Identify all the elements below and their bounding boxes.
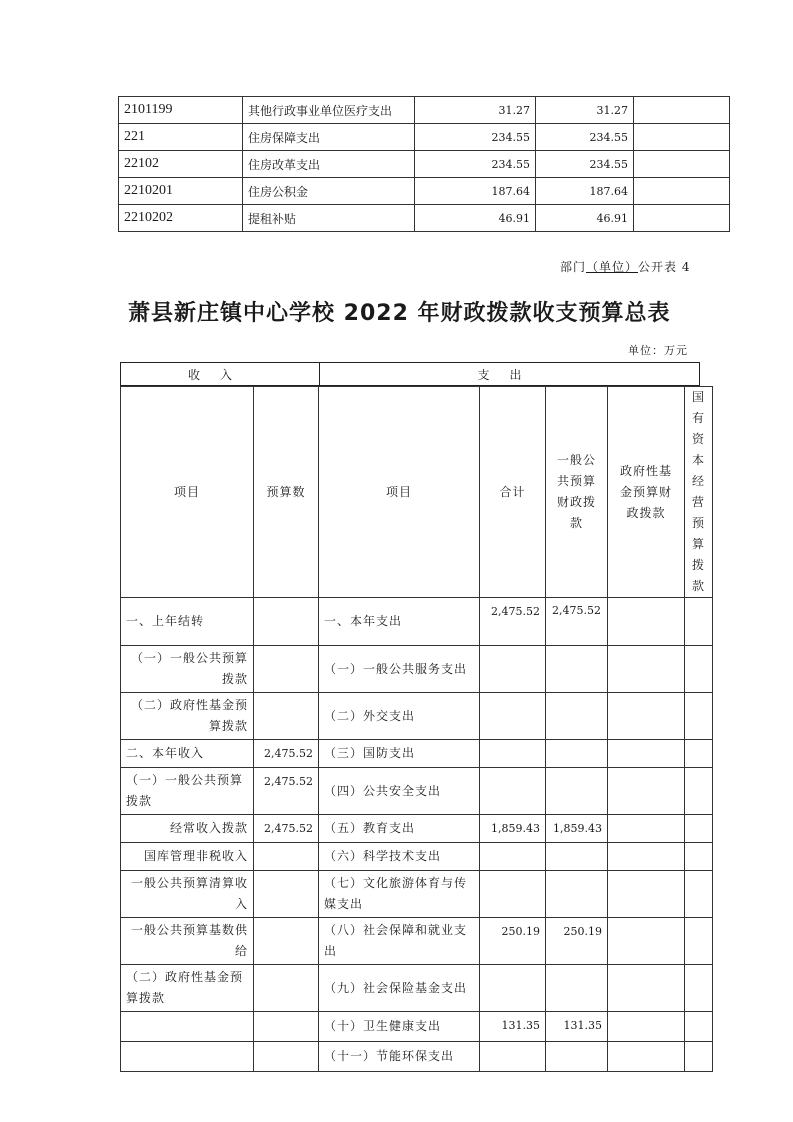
expense-total bbox=[480, 871, 546, 918]
expense-total: 131.35 bbox=[480, 1012, 546, 1042]
expense-state-capital bbox=[685, 740, 713, 768]
table-row bbox=[119, 178, 730, 205]
table-row bbox=[121, 646, 713, 693]
expense-general-budget bbox=[546, 693, 608, 740]
expense-gov-fund bbox=[608, 843, 685, 871]
expense-item: （五）教育支出 bbox=[319, 815, 480, 843]
other-value bbox=[634, 124, 730, 151]
income-budget bbox=[254, 871, 319, 918]
table-row bbox=[119, 97, 730, 124]
expense-item: 一、本年支出 bbox=[319, 598, 480, 646]
income-item bbox=[121, 1042, 254, 1072]
col-header-income-item: 项目 bbox=[121, 387, 254, 598]
expense-item: （八）社会保障和就业支出 bbox=[319, 918, 480, 965]
expense-general-budget bbox=[546, 646, 608, 693]
col-header-general-budget: 一般公共预算财政拨款 bbox=[546, 387, 608, 598]
item-name: 住房保障支出 bbox=[243, 124, 415, 151]
income-budget: 2,475.52 bbox=[254, 815, 319, 843]
page-title: 萧县新庄镇中心学校 2022 年财政拨款收支预算总表 bbox=[128, 301, 671, 326]
table-row bbox=[121, 918, 713, 965]
expense-state-capital bbox=[685, 815, 713, 843]
table-row bbox=[121, 843, 713, 871]
form-label-suffix: 公开表 4 bbox=[638, 260, 691, 274]
total-value: 234.55 bbox=[415, 124, 536, 151]
expense-item: （七）文化旅游体育与传媒支出 bbox=[319, 871, 480, 918]
income-budget: 2,475.52 bbox=[254, 740, 319, 768]
expense-item: （十一）节能环保支出 bbox=[319, 1042, 480, 1072]
expense-gov-fund bbox=[608, 1042, 685, 1072]
expense-state-capital bbox=[685, 646, 713, 693]
item-name: 住房改革支出 bbox=[243, 151, 415, 178]
income-group-header: 收入 bbox=[121, 363, 320, 385]
expense-item: （六）科学技术支出 bbox=[319, 843, 480, 871]
expense-item: （四）公共安全支出 bbox=[319, 768, 480, 815]
income-item: 经常收入拨款 bbox=[121, 815, 254, 843]
expense-total bbox=[480, 843, 546, 871]
general-value: 234.55 bbox=[536, 124, 634, 151]
column-header-row bbox=[121, 387, 713, 598]
income-budget bbox=[254, 1042, 319, 1072]
income-budget bbox=[254, 918, 319, 965]
col-header-state-capital: 国有资本经营预算拨款 bbox=[685, 387, 713, 598]
table-row bbox=[121, 871, 713, 918]
expense-state-capital bbox=[685, 965, 713, 1012]
expense-state-capital bbox=[685, 1042, 713, 1072]
expense-general-budget bbox=[546, 965, 608, 1012]
income-budget: 2,475.52 bbox=[254, 768, 319, 815]
table-row bbox=[119, 124, 730, 151]
expense-item: （一）一般公共服务支出 bbox=[319, 646, 480, 693]
expense-gov-fund bbox=[608, 768, 685, 815]
expense-gov-fund bbox=[608, 1012, 685, 1042]
expense-gov-fund bbox=[608, 646, 685, 693]
total-value: 234.55 bbox=[415, 151, 536, 178]
form-label-underlined: （单位） bbox=[586, 260, 639, 274]
table-row bbox=[121, 693, 713, 740]
expense-general-budget: 250.19 bbox=[546, 918, 608, 965]
expense-state-capital bbox=[685, 843, 713, 871]
expense-gov-fund bbox=[608, 693, 685, 740]
table-row bbox=[121, 1042, 713, 1072]
total-value: 46.91 bbox=[415, 205, 536, 232]
income-budget bbox=[254, 693, 319, 740]
expense-general-budget: 2,475.52 bbox=[546, 598, 608, 646]
expense-total bbox=[480, 965, 546, 1012]
expense-state-capital bbox=[685, 693, 713, 740]
table-row bbox=[121, 768, 713, 815]
expense-gov-fund bbox=[608, 871, 685, 918]
income-item bbox=[121, 1012, 254, 1042]
form-label-prefix: 部门 bbox=[560, 260, 587, 274]
expense-gov-fund bbox=[608, 815, 685, 843]
expense-item: （二）外交支出 bbox=[319, 693, 480, 740]
income-budget bbox=[254, 646, 319, 693]
income-item: 一般公共预算清算收入 bbox=[121, 871, 254, 918]
previous-page-table bbox=[118, 96, 730, 232]
item-name: 住房公积金 bbox=[243, 178, 415, 205]
income-item: （二）政府性基金预算拨款 bbox=[121, 965, 254, 1012]
income-item: （一）一般公共预算拨款 bbox=[121, 768, 254, 815]
other-value bbox=[634, 151, 730, 178]
expense-item: （十）卫生健康支出 bbox=[319, 1012, 480, 1042]
expense-general-budget: 1,859.43 bbox=[546, 815, 608, 843]
expense-item: （三）国防支出 bbox=[319, 740, 480, 768]
expense-gov-fund bbox=[608, 740, 685, 768]
table-row bbox=[121, 1012, 713, 1042]
table-row bbox=[119, 151, 730, 178]
expense-general-budget bbox=[546, 843, 608, 871]
expense-gov-fund bbox=[608, 598, 685, 646]
income-item: 一般公共预算基数供给 bbox=[121, 918, 254, 965]
item-code: 2210202 bbox=[119, 205, 243, 232]
item-code: 221 bbox=[119, 124, 243, 151]
income-budget bbox=[254, 843, 319, 871]
expense-total bbox=[480, 646, 546, 693]
expense-general-budget bbox=[546, 768, 608, 815]
expense-total bbox=[480, 740, 546, 768]
item-code: 22102 bbox=[119, 151, 243, 178]
col-header-expense-item: 项目 bbox=[319, 387, 480, 598]
group-header-row bbox=[120, 362, 700, 386]
expense-total: 2,475.52 bbox=[480, 598, 546, 646]
table-row bbox=[121, 815, 713, 843]
expense-group-header: 支出 bbox=[477, 367, 542, 382]
income-item: （一）一般公共预算拨款 bbox=[121, 646, 254, 693]
expense-general-budget bbox=[546, 871, 608, 918]
expense-state-capital bbox=[685, 1012, 713, 1042]
col-header-total: 合计 bbox=[480, 387, 546, 598]
item-name: 其他行政事业单位医疗支出 bbox=[243, 97, 415, 124]
item-code: 2101199 bbox=[119, 97, 243, 124]
general-value: 31.27 bbox=[536, 97, 634, 124]
col-header-gov-fund: 政府性基金预算财政拨款 bbox=[608, 387, 685, 598]
other-value bbox=[634, 205, 730, 232]
expense-total: 1,859.43 bbox=[480, 815, 546, 843]
table-row bbox=[121, 740, 713, 768]
expense-general-budget bbox=[546, 740, 608, 768]
expense-gov-fund bbox=[608, 918, 685, 965]
expense-total bbox=[480, 693, 546, 740]
expense-state-capital bbox=[685, 871, 713, 918]
total-value: 31.27 bbox=[415, 97, 536, 124]
income-item: （二）政府性基金预算拨款 bbox=[121, 693, 254, 740]
item-code: 2210201 bbox=[119, 178, 243, 205]
income-budget bbox=[254, 965, 319, 1012]
col-header-income-budget: 预算数 bbox=[254, 387, 319, 598]
expense-state-capital bbox=[685, 598, 713, 646]
income-item: 一、上年结转 bbox=[121, 598, 254, 646]
income-item: 国库管理非税收入 bbox=[121, 843, 254, 871]
unit-label: 单位：万元 bbox=[628, 344, 688, 357]
expense-item: （九）社会保险基金支出 bbox=[319, 965, 480, 1012]
table-row bbox=[121, 598, 713, 646]
expense-general-budget: 131.35 bbox=[546, 1012, 608, 1042]
other-value bbox=[634, 178, 730, 205]
expense-gov-fund bbox=[608, 965, 685, 1012]
expense-state-capital bbox=[685, 768, 713, 815]
expense-state-capital bbox=[685, 918, 713, 965]
total-value: 187.64 bbox=[415, 178, 536, 205]
expense-total bbox=[480, 768, 546, 815]
expense-total bbox=[480, 1042, 546, 1072]
budget-summary-table bbox=[120, 386, 713, 1072]
expense-total: 250.19 bbox=[480, 918, 546, 965]
general-value: 46.91 bbox=[536, 205, 634, 232]
income-budget bbox=[254, 1012, 319, 1042]
expense-general-budget bbox=[546, 1042, 608, 1072]
table-row bbox=[119, 205, 730, 232]
general-value: 234.55 bbox=[536, 151, 634, 178]
income-budget bbox=[254, 598, 319, 646]
form-label bbox=[560, 258, 690, 275]
income-item: 二、本年收入 bbox=[121, 740, 254, 768]
general-value: 187.64 bbox=[536, 178, 634, 205]
other-value bbox=[634, 97, 730, 124]
item-name: 提租补贴 bbox=[243, 205, 415, 232]
table-row bbox=[121, 965, 713, 1012]
